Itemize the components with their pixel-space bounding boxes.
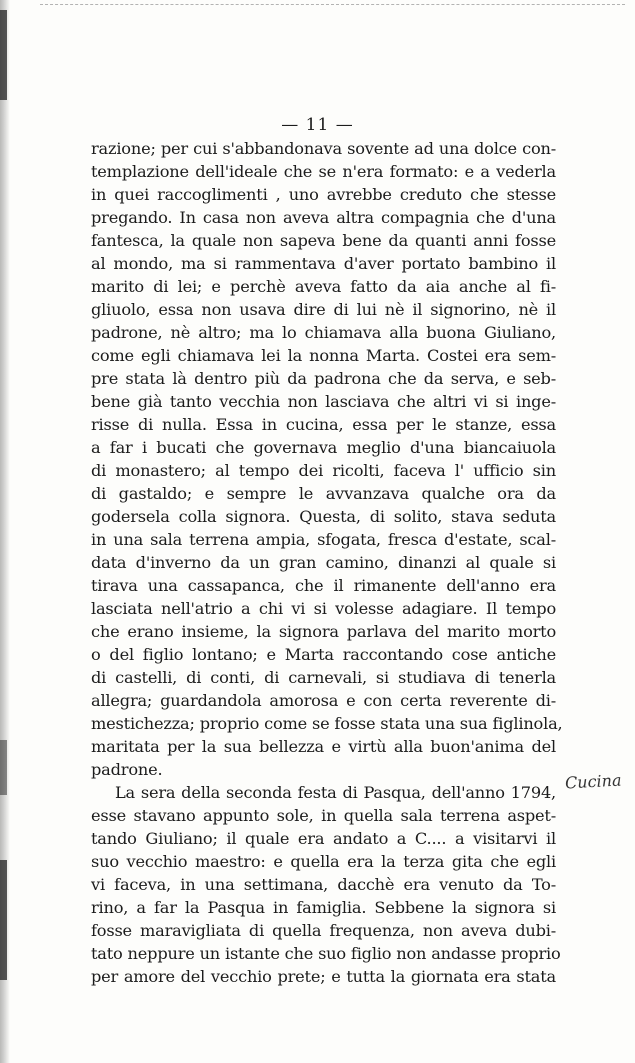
text-line: templazione dell'ideale che se n'era formato: e a vederla bbox=[91, 162, 556, 181]
text-line: padrone, nè altro; ma lo chiamava alla buona Giuliano, bbox=[91, 323, 556, 342]
text-line: per amore del vecchio prete; e tutta la giornata era stata bbox=[91, 967, 556, 986]
text-line: fosse maravigliata di quella frequenza, non aveva dubi- bbox=[91, 921, 556, 940]
text-line: esse stavano appunto sole, in quella sala terrena aspet- bbox=[91, 806, 556, 825]
text-line: tando Giuliano; il quale era andato a C.... a visitarvi il bbox=[91, 829, 556, 848]
text-line: godersela colla signora. Questa, di solito, stava seduta bbox=[91, 507, 556, 526]
text-line: vi faceva, in una settimana, dacchè era venuto da To- bbox=[91, 875, 556, 894]
paragraph-start-line: La sera della seconda festa di Pasqua, dell'anno 1794, bbox=[115, 783, 556, 802]
page-top-edge bbox=[40, 4, 625, 7]
text-line: risse di nulla. Essa in cucina, essa per le stanze, essa bbox=[91, 415, 556, 434]
page-number: — 11 — bbox=[281, 115, 354, 135]
text-line: come egli chiamava lei la nonna Marta. Costei era sem- bbox=[91, 346, 556, 365]
binding-mark bbox=[0, 860, 7, 980]
binding-mark bbox=[0, 10, 7, 100]
text-line: al mondo, ma si rammentava d'aver portato bambino il bbox=[91, 254, 556, 273]
text-line: o del figlio lontano; e Marta raccontando cose antiche bbox=[91, 645, 556, 664]
text-line: maritata per la sua bellezza e virtù alla buon'anima del bbox=[91, 737, 556, 756]
text-line: mestichezza; proprio come se fosse stata una sua figlinola, bbox=[91, 714, 563, 733]
text-line: razione; per cui s'abbandonava sovente ad una dolce con- bbox=[91, 139, 556, 158]
text-line: gliuolo, essa non usava dire di lui nè il signorino, nè il bbox=[91, 300, 556, 319]
text-line: di castelli, di conti, di carnevali, si studiava di tenerla bbox=[91, 668, 556, 687]
text-line: marito di lei; e perchè aveva fatto da aia anche al fi- bbox=[91, 277, 556, 296]
text-line: tirava una cassapanca, che il rimanente dell'anno era bbox=[91, 576, 556, 595]
text-line: di monastero; al tempo dei ricolti, faceva l' ufficio sin bbox=[91, 461, 556, 480]
text-line: suo vecchio maestro: e quella era la terza gita che egli bbox=[91, 852, 556, 871]
text-line: di gastaldo; e sempre le avvanzava qualche ora da bbox=[91, 484, 556, 503]
body-text bbox=[91, 137, 563, 988]
text-line: che erano insieme, la signora parlava del marito morto bbox=[91, 622, 556, 641]
text-line: allegra; guardandola amorosa e con certa reverente di- bbox=[91, 691, 556, 710]
text-line: pregando. In casa non aveva altra compagnia che d'una bbox=[91, 208, 556, 227]
text-line: in quei raccoglimenti , uno avrebbe creduto che stesse bbox=[91, 185, 556, 204]
text-line: data d'inverno da un gran camino, dinanzi al quale si bbox=[91, 553, 556, 572]
text-line: fantesca, la quale non sapeva bene da quanti anni fosse bbox=[91, 231, 556, 250]
text-line: lasciata nell'atrio a chi vi si volesse adagiare. Il tempo bbox=[91, 599, 556, 618]
text-line: pre stata là dentro più da padrona che da serva, e seb- bbox=[91, 369, 556, 388]
text-line: tato neppure un istante che suo figlio non andasse proprio bbox=[91, 944, 561, 963]
handwritten-margin-note: Cucina bbox=[564, 770, 622, 793]
binding-mark bbox=[0, 740, 7, 795]
text-line: a far i bucati che governava meglio d'una biancaiuola bbox=[91, 438, 556, 457]
paragraph-end-line: padrone. bbox=[91, 760, 163, 779]
text-line: rino, a far la Pasqua in famiglia. Sebbene la signora si bbox=[91, 898, 556, 917]
text-line: in una sala terrena ampia, sfogata, fresca d'estate, scal- bbox=[91, 530, 556, 549]
text-line: bene già tanto vecchia non lasciava che altri vi si inge- bbox=[91, 392, 556, 411]
